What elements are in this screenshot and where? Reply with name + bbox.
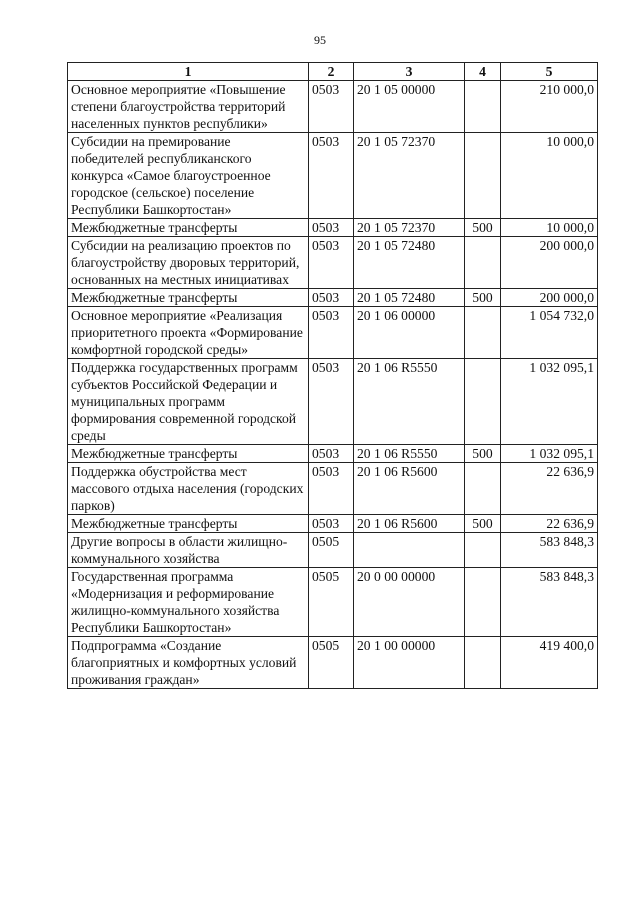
row-code-cell: 20 1 05 00000 xyxy=(354,81,465,133)
row-section-cell: 0503 xyxy=(309,359,354,445)
column-header: 1 xyxy=(68,63,309,81)
row-section-cell: 0503 xyxy=(309,289,354,307)
table-row xyxy=(68,133,598,219)
column-header: 3 xyxy=(354,63,465,81)
table-row xyxy=(68,445,598,463)
row-name-cell: Поддержка государственных программ субъектов Российской Федерации и муниципальных программ формирования современной городской среды xyxy=(68,359,309,445)
row-name-cell: Государственная программа «Модернизация и реформирование жилищно-коммунального хозяйства Республики Башкортостан» xyxy=(68,568,309,637)
row-section-cell: 0503 xyxy=(309,133,354,219)
row-name-cell: Основное мероприятие «Повышение степени благоустройства территорий населенных пунктов республики» xyxy=(68,81,309,133)
row-name-cell: Поддержка обустройства мест массового отдыха населения (городских парков) xyxy=(68,463,309,515)
row-amount-cell: 10 000,0 xyxy=(501,133,598,219)
table-row xyxy=(68,533,598,568)
row-type-cell xyxy=(465,237,501,289)
table-row xyxy=(68,359,598,445)
page-number: 95 xyxy=(314,33,326,47)
budget-table xyxy=(67,62,598,689)
row-name-cell: Межбюджетные трансферты xyxy=(68,515,309,533)
row-section-cell: 0503 xyxy=(309,515,354,533)
row-code-cell: 20 0 00 00000 xyxy=(354,568,465,637)
row-name-cell: Основное мероприятие «Реализация приоритетного проекта «Формирование комфортной городской среды» xyxy=(68,307,309,359)
row-type-cell xyxy=(465,463,501,515)
row-code-cell: 20 1 05 72370 xyxy=(354,133,465,219)
row-type-cell: 500 xyxy=(465,219,501,237)
row-type-cell: 500 xyxy=(465,515,501,533)
table-row xyxy=(68,289,598,307)
row-name-cell: Другие вопросы в области жилищно-коммунального хозяйства xyxy=(68,533,309,568)
row-code-cell: 20 1 06 R5550 xyxy=(354,445,465,463)
row-amount-cell: 22 636,9 xyxy=(501,515,598,533)
row-type-cell xyxy=(465,359,501,445)
row-amount-cell: 1 032 095,1 xyxy=(501,359,598,445)
row-code-cell: 20 1 06 R5550 xyxy=(354,359,465,445)
table-row xyxy=(68,237,598,289)
row-type-cell xyxy=(465,133,501,219)
table-row xyxy=(68,463,598,515)
row-code-cell: 20 1 05 72370 xyxy=(354,219,465,237)
row-amount-cell: 200 000,0 xyxy=(501,289,598,307)
row-code-cell: 20 1 06 R5600 xyxy=(354,463,465,515)
row-code-cell: 20 1 05 72480 xyxy=(354,237,465,289)
row-section-cell: 0505 xyxy=(309,568,354,637)
row-amount-cell: 1 054 732,0 xyxy=(501,307,598,359)
row-amount-cell: 210 000,0 xyxy=(501,81,598,133)
row-type-cell xyxy=(465,307,501,359)
table-row xyxy=(68,219,598,237)
row-name-cell: Субсидии на реализацию проектов по благоустройству дворовых территорий, основанных на местных инициативах xyxy=(68,237,309,289)
table-row xyxy=(68,568,598,637)
row-code-cell: 20 1 00 00000 xyxy=(354,637,465,689)
table-header-row xyxy=(68,63,598,81)
row-amount-cell: 419 400,0 xyxy=(501,637,598,689)
row-section-cell: 0505 xyxy=(309,637,354,689)
row-type-cell: 500 xyxy=(465,445,501,463)
column-header: 2 xyxy=(309,63,354,81)
row-section-cell: 0503 xyxy=(309,463,354,515)
table-row xyxy=(68,515,598,533)
row-name-cell: Межбюджетные трансферты xyxy=(68,445,309,463)
row-type-cell xyxy=(465,637,501,689)
row-type-cell xyxy=(465,81,501,133)
row-section-cell: 0503 xyxy=(309,81,354,133)
row-code-cell xyxy=(354,533,465,568)
column-header: 4 xyxy=(465,63,501,81)
table-row xyxy=(68,637,598,689)
row-name-cell: Субсидии на премирование победителей республиканского конкурса «Самое благоустроенное городское (сельское) поселение Республики Башкортостан» xyxy=(68,133,309,219)
row-section-cell: 0505 xyxy=(309,533,354,568)
column-header: 5 xyxy=(501,63,598,81)
row-type-cell xyxy=(465,533,501,568)
row-code-cell: 20 1 06 R5600 xyxy=(354,515,465,533)
table-row xyxy=(68,81,598,133)
table-row xyxy=(68,307,598,359)
row-amount-cell: 22 636,9 xyxy=(501,463,598,515)
row-section-cell: 0503 xyxy=(309,445,354,463)
row-amount-cell: 583 848,3 xyxy=(501,533,598,568)
row-amount-cell: 583 848,3 xyxy=(501,568,598,637)
row-type-cell: 500 xyxy=(465,289,501,307)
row-code-cell: 20 1 06 00000 xyxy=(354,307,465,359)
row-type-cell xyxy=(465,568,501,637)
row-name-cell: Межбюджетные трансферты xyxy=(68,289,309,307)
row-section-cell: 0503 xyxy=(309,219,354,237)
row-amount-cell: 200 000,0 xyxy=(501,237,598,289)
row-amount-cell: 1 032 095,1 xyxy=(501,445,598,463)
row-name-cell: Межбюджетные трансферты xyxy=(68,219,309,237)
row-amount-cell: 10 000,0 xyxy=(501,219,598,237)
row-code-cell: 20 1 05 72480 xyxy=(354,289,465,307)
row-section-cell: 0503 xyxy=(309,307,354,359)
row-section-cell: 0503 xyxy=(309,237,354,289)
row-name-cell: Подпрограмма «Создание благоприятных и комфортных условий проживания граждан» xyxy=(68,637,309,689)
